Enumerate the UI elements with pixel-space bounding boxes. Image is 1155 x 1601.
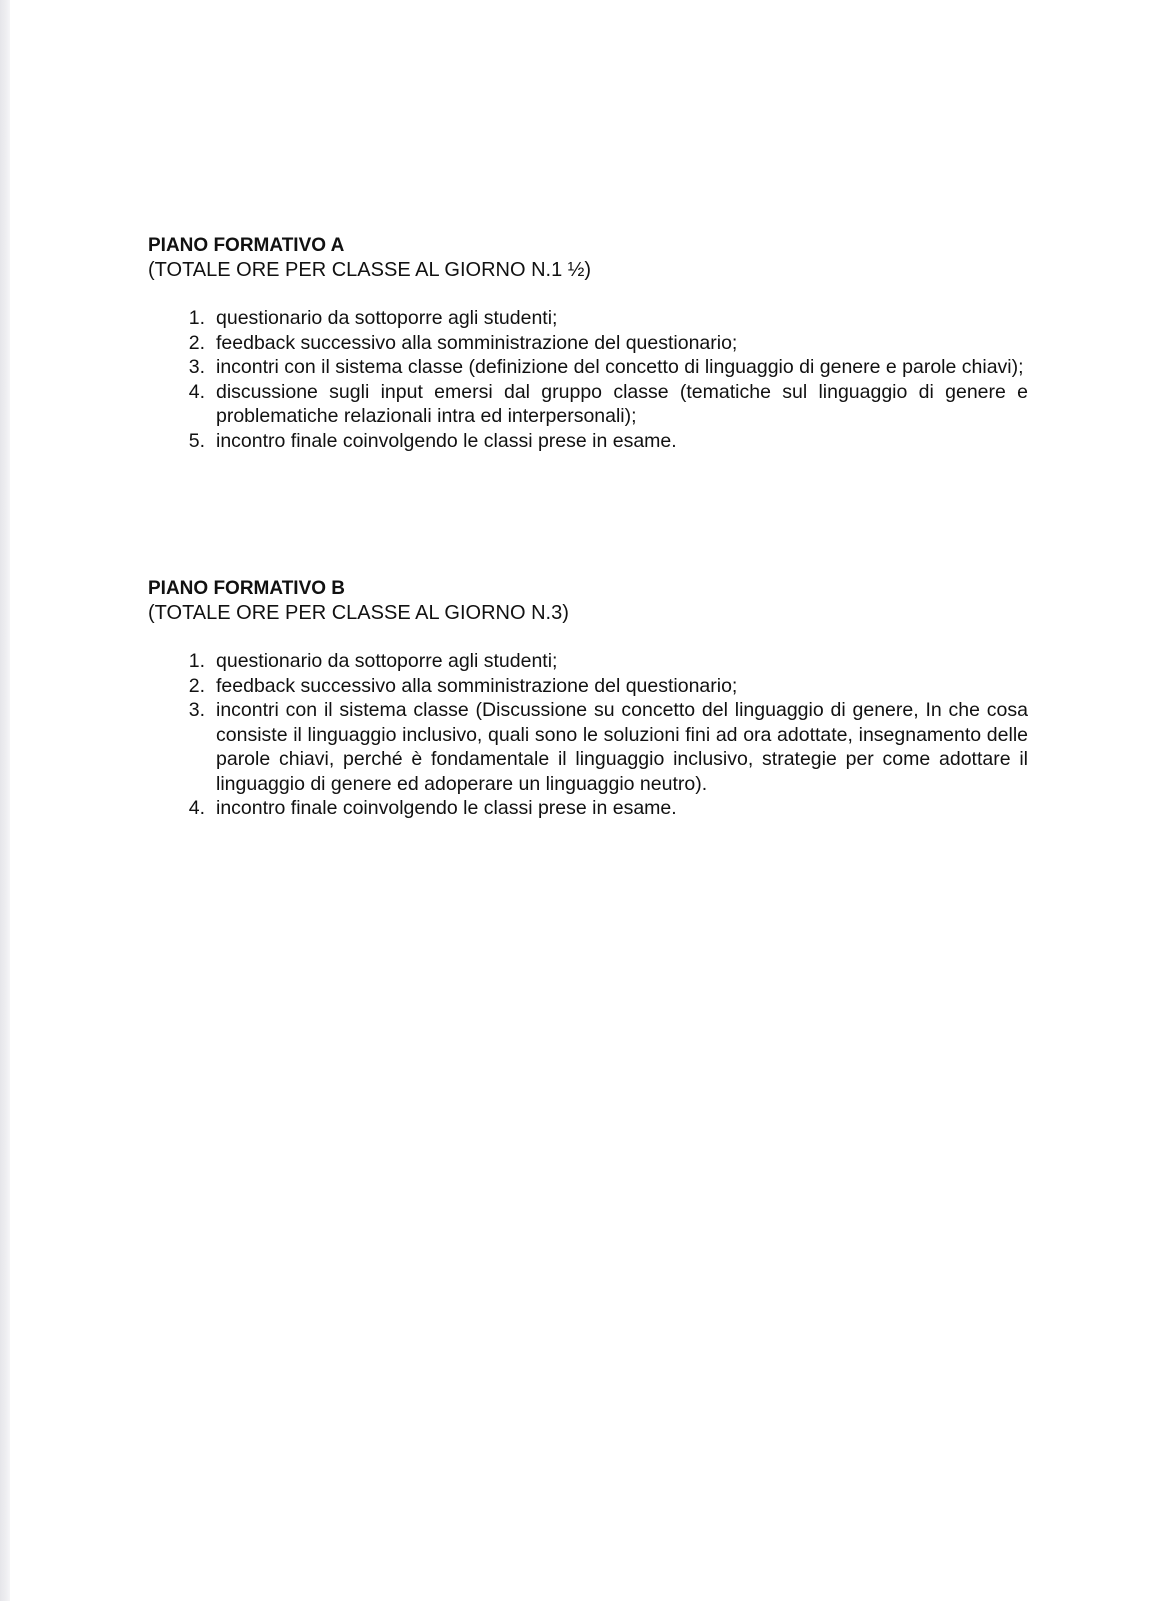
plan-b-title: PIANO FORMATIVO B (148, 578, 346, 599)
plan-b-list (148, 649, 1028, 821)
plan-a-section (148, 234, 1028, 453)
list-item-text: incontri con il sistema classe (Discussione su concetto del linguaggio di genere, In che cosa consiste il linguaggio inclusivo, quali sono le soluzioni fini ad ora adottate, insegnamento delle parole chiavi, perché è fondamentale il linguaggio inclusivo, strategie per come adottare il linguaggio di genere ed adoperare un linguaggio neutro). (216, 699, 1028, 795)
plan-b-section (148, 577, 1028, 821)
plan-a-title: PIANO FORMATIVO A (148, 235, 345, 256)
list-item (148, 429, 1028, 454)
list-item (148, 355, 1028, 380)
document-page (10, 0, 1155, 1601)
list-item (148, 698, 1028, 796)
list-item-text: questionario da sottoporre agli studenti; (216, 650, 558, 672)
list-item-number: 1. (188, 307, 205, 329)
list-item-text: incontro finale coinvolgendo le classi prese in esame. (216, 797, 677, 819)
list-item-number: 3. (188, 699, 205, 721)
list-item-text: questionario da sottoporre agli studenti; (216, 307, 558, 329)
list-item (148, 380, 1028, 429)
list-item-text: incontro finale coinvolgendo le classi prese in esame. (216, 429, 677, 452)
list-item-number: 5. (188, 429, 205, 452)
list-item-number: 2. (188, 674, 205, 697)
viewer-edge (0, 0, 10, 1601)
list-item-number: 2. (188, 331, 205, 354)
list-item-number: 4. (188, 380, 205, 403)
plan-a-list (148, 306, 1028, 453)
plan-a-subtitle: (TOTALE ORE PER CLASSE AL GIORNO N.1 ½) (148, 259, 592, 281)
list-item (148, 674, 1028, 699)
list-item-number: 3. (188, 356, 205, 378)
list-item (148, 306, 1028, 331)
list-item-text: incontri con il sistema classe (definizione del concetto di linguaggio di genere e parole chiavi); (216, 356, 1024, 378)
list-item-text: feedback successivo alla somministrazione del questionario; (216, 331, 738, 354)
list-item (148, 331, 1028, 356)
list-item-number: 1. (188, 650, 205, 672)
list-item-text: feedback successivo alla somministrazione del questionario; (216, 674, 738, 697)
plan-b-subtitle: (TOTALE ORE PER CLASSE AL GIORNO N.3) (148, 602, 569, 624)
list-item-number: 4. (188, 797, 205, 819)
list-item-text: discussione sugli input emersi dal gruppo classe (tematiche sul linguaggio di genere e problematiche relazionali intra ed interpersonali); (216, 380, 1028, 427)
list-item (148, 649, 1028, 674)
list-item (148, 796, 1028, 821)
